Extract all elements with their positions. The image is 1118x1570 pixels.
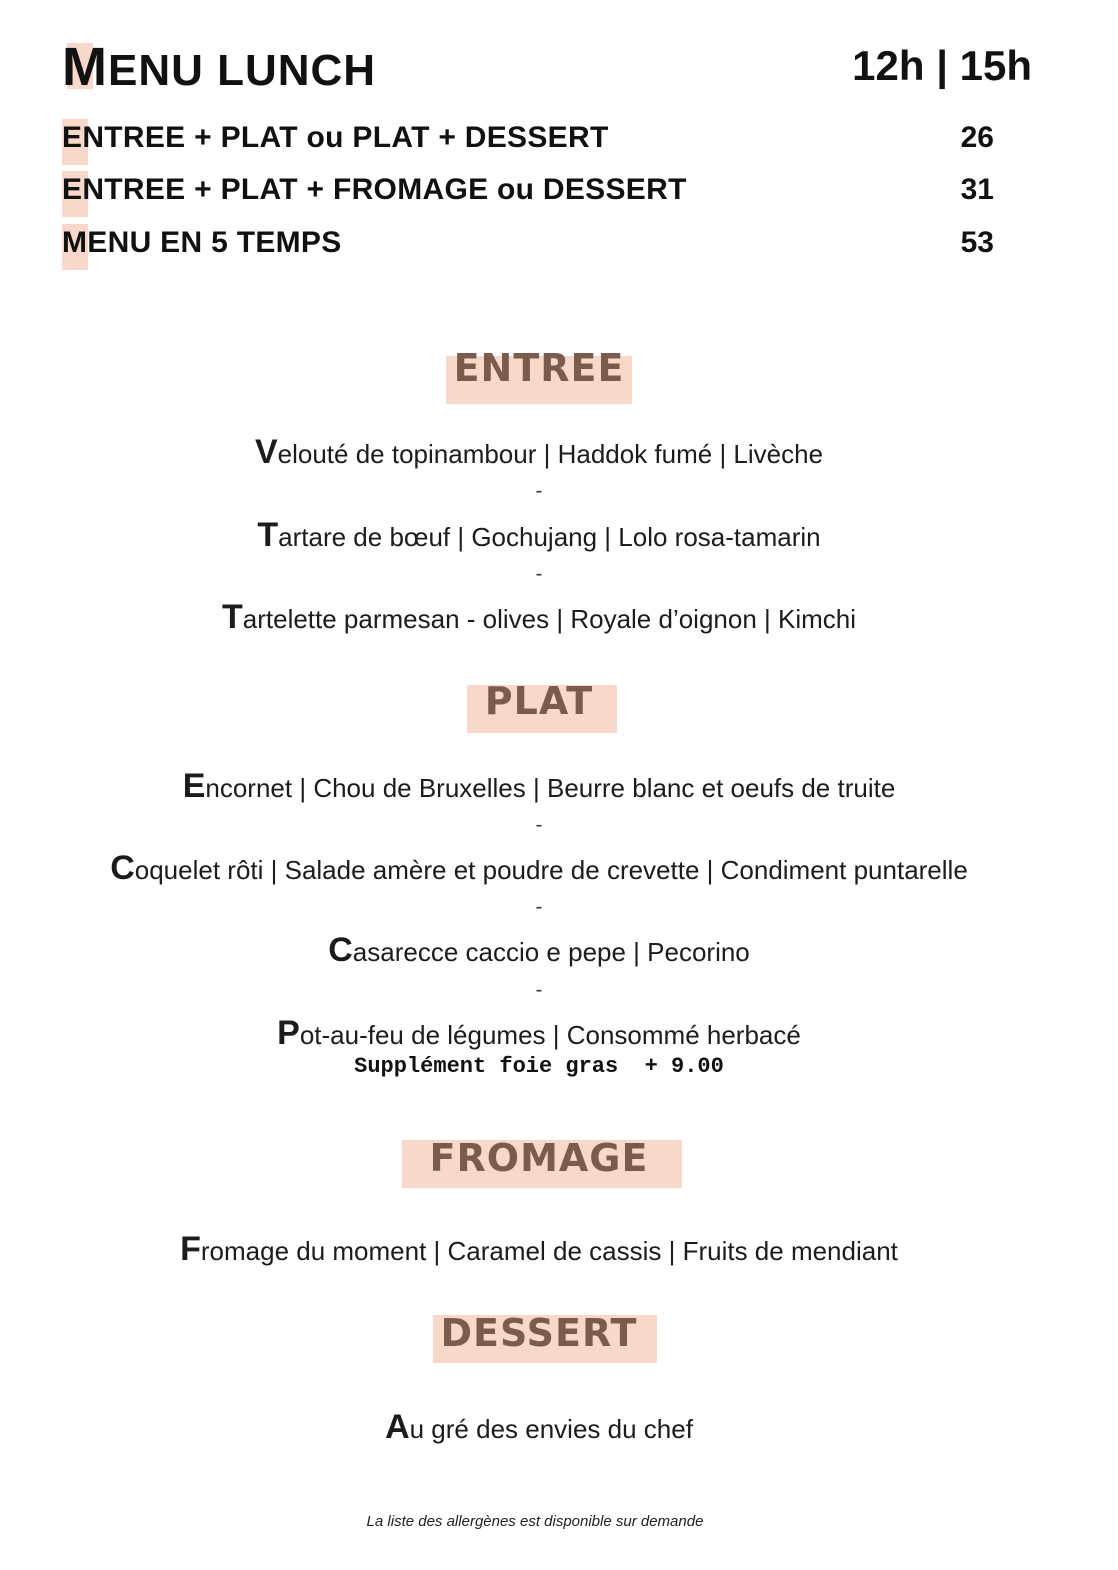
formula-line: ENTREE + PLAT ou PLAT + DESSERT (62, 121, 609, 155)
menu-title-initial: M (62, 37, 108, 97)
formula-price: 31 (960, 173, 994, 206)
formula-label: NTREE + PLAT ou PLAT + DESSERT (82, 121, 609, 154)
dish-item: Tartelette parmesan - olives | Royale d’oignon | Kimchi (221, 598, 857, 636)
section-dessert-heading: DESSERT (0, 1311, 1078, 1355)
allergen-note: La liste des allergènes est disponible sur demande (366, 1513, 704, 1530)
dish-item: Velouté de topinambour | Haddok fumé | Livèche (254, 433, 824, 471)
menu-title-rest: ENU LUNCH (107, 46, 377, 95)
menu-title (62, 36, 376, 98)
section-fromage-heading: FROMAGE (0, 1136, 1078, 1180)
dish-item: Fromage du moment | Caramel de cassis | Fruits de mendiant (180, 1230, 898, 1268)
dish-separator: - (535, 896, 543, 918)
formula-line: ENTREE + PLAT + FROMAGE ou DESSERT (62, 173, 687, 207)
dish-item: Casarecce caccio e pepe | Pecorino (328, 931, 750, 969)
dish-item: Encornet | Chou de Bruxelles | Beurre blanc et oeufs de truite (182, 767, 896, 805)
supplement-note: Supplément foie gras + 9.00 (354, 1054, 724, 1079)
dish-separator: - (535, 979, 543, 1001)
dish-separator: - (535, 814, 543, 836)
dish-item: Coquelet rôti | Salade amère et poudre de crevette | Condiment puntarelle (110, 849, 968, 887)
dish-separator: - (535, 480, 543, 502)
formula-line: MENU EN 5 TEMPS (62, 226, 342, 260)
formula-label: NTREE + PLAT + FROMAGE ou DESSERT (82, 173, 687, 206)
dish-item: Pot-au-feu de légumes | Consommé herbacé (277, 1014, 801, 1052)
section-entree-heading: ENTREE (0, 346, 1078, 390)
opening-hours: 12h | 15h (852, 42, 1032, 89)
dish-separator: - (535, 563, 543, 585)
section-plat-heading: PLAT (0, 679, 1078, 723)
dish-item: Tartare de bœuf | Gochujang | Lolo rosa-tamarin (257, 516, 821, 554)
formula-label: ENU EN 5 TEMPS (87, 226, 342, 259)
dish-item: Au gré des envies du chef (385, 1408, 693, 1446)
formula-price: 26 (960, 121, 994, 154)
formula-price: 53 (960, 226, 994, 259)
